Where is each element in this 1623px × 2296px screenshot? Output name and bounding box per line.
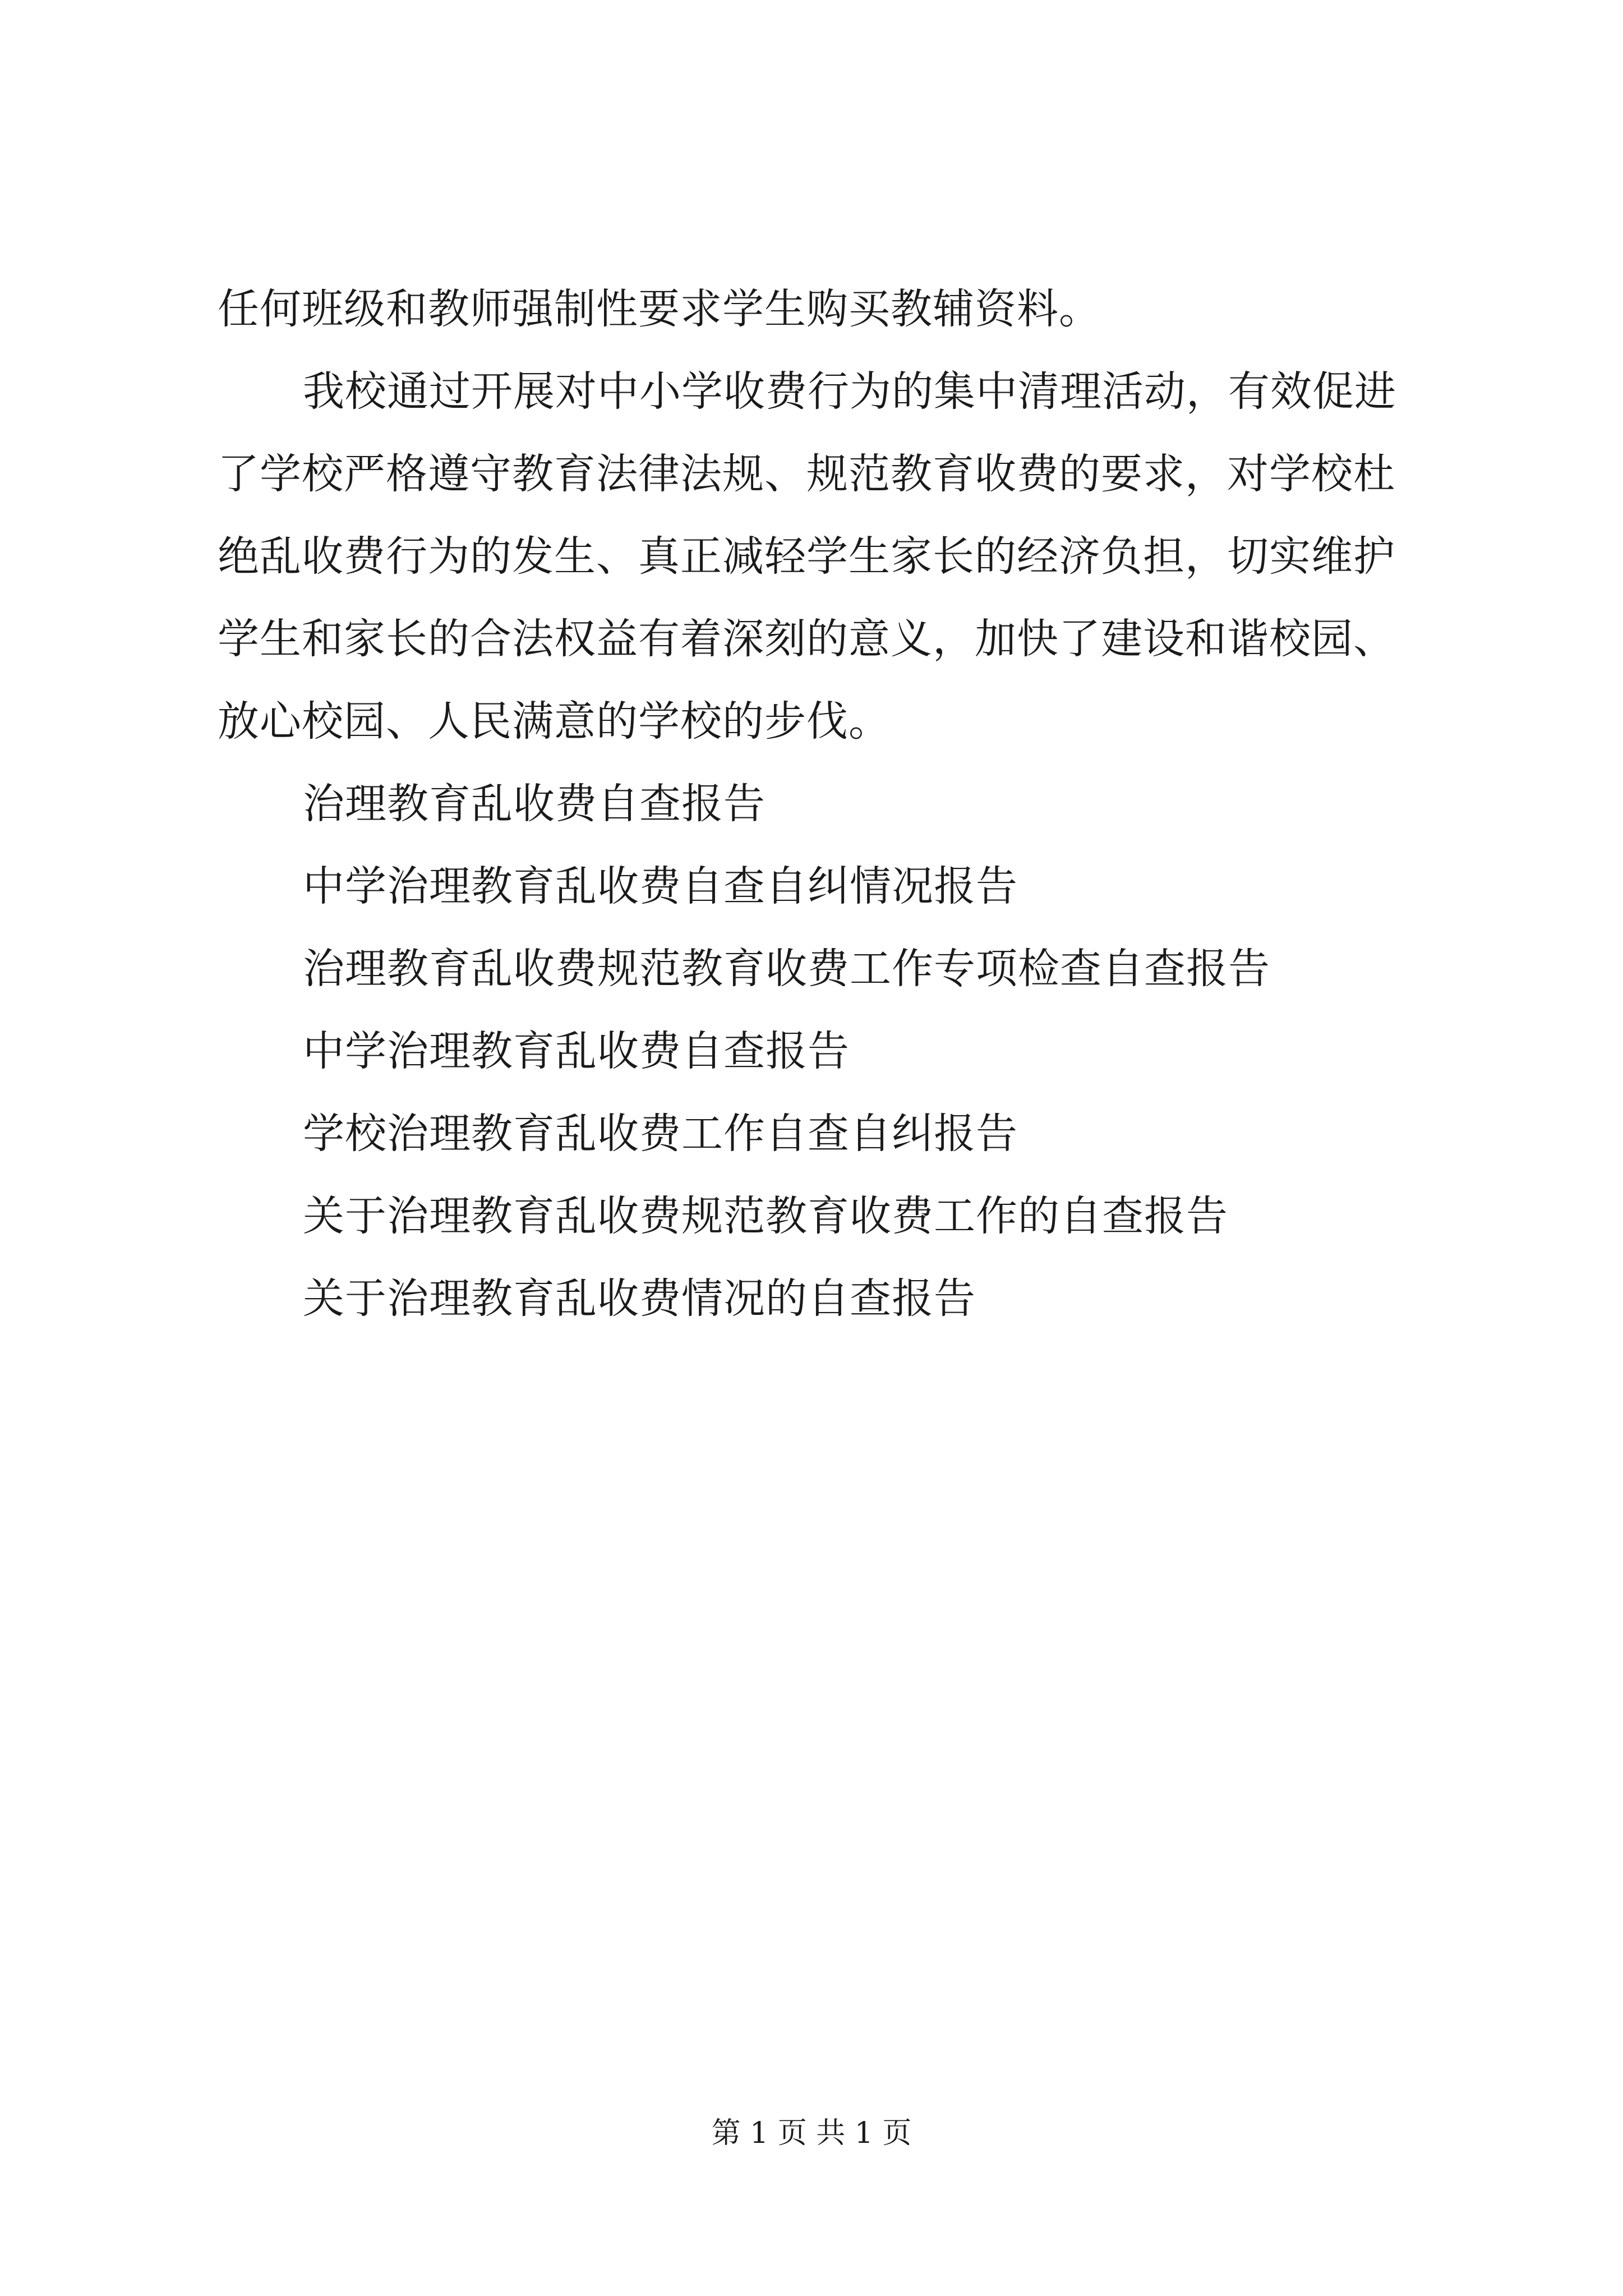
- paragraph-line: 绝乱收费行为的发生、真正减轻学生家长的经济负担，切实维护: [218, 532, 1395, 581]
- related-title: 治理教育乱收费规范教育收费工作专项检查自查报告: [303, 945, 1270, 993]
- paragraph-line: 我校通过开展对中小学收费行为的集中清理活动，有效促进: [303, 367, 1396, 416]
- page-number-footer: 第 1 页 共 1 页: [711, 2116, 912, 2150]
- document-body: [218, 268, 1474, 1340]
- paragraph-line: 了学校严格遵守教育法律法规、规范教育收费的要求，对学校杜: [218, 450, 1395, 498]
- related-title: 关于治理教育乱收费情况的自查报告: [303, 1274, 976, 1323]
- related-title: 中学治理教育乱收费自查自纠情况报告: [303, 862, 1018, 910]
- related-title: 关于治理教育乱收费规范教育收费工作的自查报告: [303, 1192, 1228, 1240]
- paragraph-line: 任何班级和教师强制性要求学生购买教辅资料。: [218, 285, 1101, 333]
- paragraph-line: 放心校园、人民满意的学校的步伐。: [218, 697, 891, 746]
- related-title: 中学治理教育乱收费自查报告: [303, 1027, 850, 1075]
- paragraph-line: 学生和家长的合法权益有着深刻的意义，加快了建设和谐校园、: [218, 615, 1395, 663]
- related-title: 学校治理教育乱收费工作自查自纠报告: [303, 1110, 1018, 1158]
- related-title: 治理教育乱收费自查报告: [303, 780, 766, 828]
